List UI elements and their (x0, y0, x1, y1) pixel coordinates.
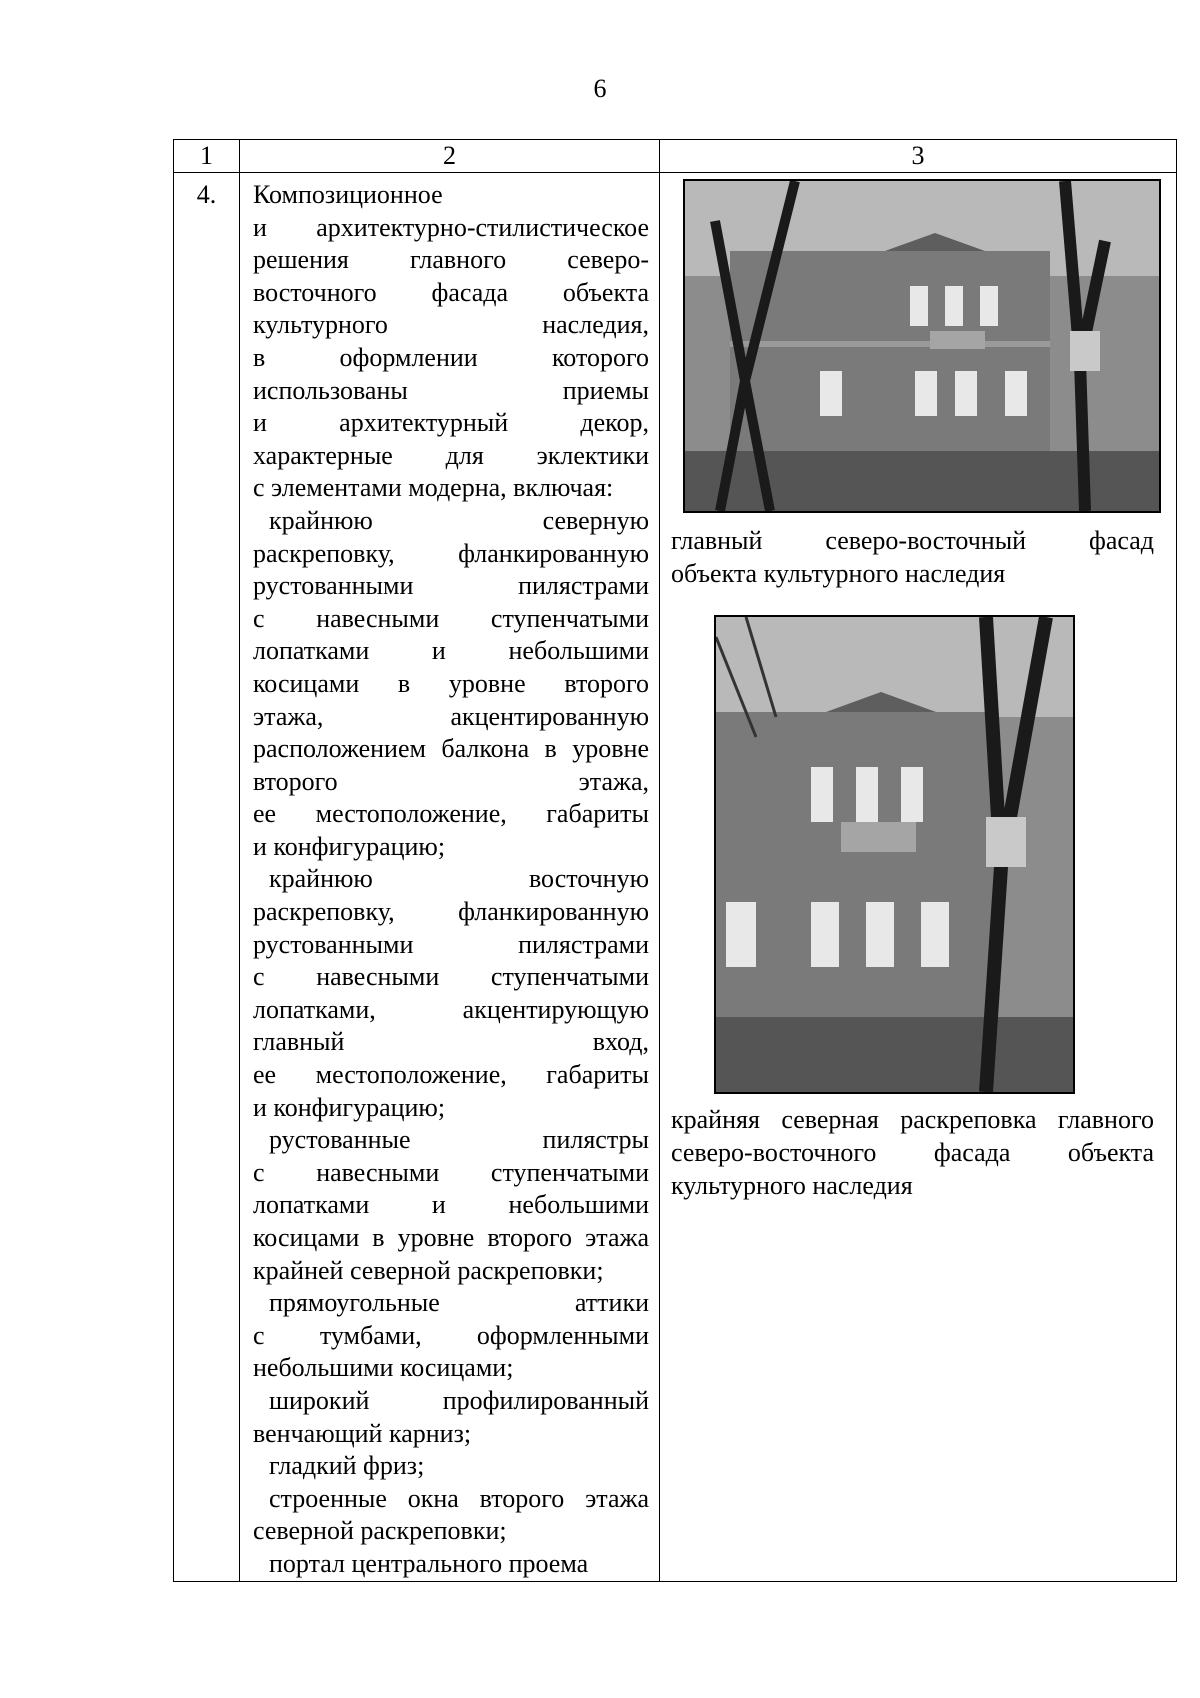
description-line: с элементами модерна, включая: (253, 473, 614, 503)
description-line: лопатками, акцентирующую (253, 994, 649, 1024)
facade-photo-image (685, 181, 1159, 511)
description-line: характерные для эклектики (253, 440, 649, 470)
description-line: лопатками и небольшими (253, 636, 649, 666)
description-line: второго этажа, (253, 766, 649, 796)
description-line: ее местоположение, габариты (253, 1060, 649, 1090)
description-line: и архитектурный декор, (253, 408, 649, 438)
description-line: расположением балкона в уровне (253, 734, 649, 764)
header-col-1: 1 (174, 140, 240, 173)
description-line: лопатками и небольшими (253, 1190, 649, 1220)
description-line: крайнюю восточную (269, 864, 649, 894)
description-line: решения главного северо- (253, 245, 649, 275)
description-line: и конфигурацию; (253, 1092, 446, 1122)
description-line: главный вход, (253, 1027, 649, 1057)
page-number: 6 (593, 74, 607, 103)
description-line: строенные окна второго этажа (269, 1483, 649, 1513)
description-line: с навесными ступенчатыми (253, 962, 649, 992)
north-projection-photo-caption (671, 1103, 1154, 1202)
description-line: гладкий фриз; (269, 1451, 425, 1481)
description-line: широкий профилированный (269, 1385, 649, 1415)
caption-line: культурного наследия (671, 1171, 913, 1200)
caption-line: крайняя северная раскреповка главного (671, 1105, 1154, 1134)
facade-photo-caption (671, 524, 1154, 590)
description-line: крайнюю северную (269, 505, 649, 535)
description-line: с тумбами, оформленными (253, 1320, 649, 1350)
description-line: в оформлении которого (253, 342, 649, 372)
description-line: и архитектурно-стилистическое (253, 212, 649, 242)
description-line: небольшими косицами; (253, 1353, 514, 1383)
description-text (253, 179, 649, 1581)
row-number: 4. (174, 173, 240, 1582)
description-cell (240, 173, 660, 1582)
description-line: косицами в уровне второго (253, 668, 649, 698)
description-line: культурного наследия, (253, 310, 649, 340)
description-line: крайней северной раскреповки; (253, 1255, 604, 1285)
caption-line: объекта культурного наследия (671, 559, 1006, 588)
description-line: Композиционное (253, 180, 443, 209)
description-line: косицами в уровне второго этажа (253, 1223, 649, 1252)
facade-photo (683, 179, 1161, 513)
caption-line: главный северо-восточный фасад (671, 526, 1154, 555)
description-line: этажа, акцентированную (253, 701, 649, 731)
header-col-2: 2 (240, 140, 660, 173)
north-projection-photo (714, 615, 1075, 1094)
description-line: использованы приемы (253, 375, 649, 405)
description-line: раскреповку, фланкированную (253, 897, 649, 927)
table-row (174, 173, 1177, 1582)
heritage-table (173, 139, 1177, 1582)
description-line: северной раскреповки; (253, 1516, 507, 1546)
description-line: с навесными ступенчатыми (253, 603, 649, 633)
description-line: рустованные пилястры (269, 1125, 649, 1155)
description-line: и конфигурацию; (253, 831, 446, 861)
description-line: восточного фасада объекта (253, 277, 649, 307)
description-line: портал центрального проема (269, 1548, 589, 1578)
photos-cell (660, 173, 1177, 1582)
description-line: рустованными пилястрами (253, 929, 649, 959)
description-line: рустованными пилястрами (253, 571, 649, 601)
table-header-row (174, 140, 1177, 173)
header-col-3: 3 (660, 140, 1177, 173)
description-line: прямоугольные аттики (269, 1288, 649, 1318)
caption-line: северо-восточного фасада объекта (671, 1138, 1154, 1167)
description-line: с навесными ступенчатыми (253, 1157, 649, 1187)
north-projection-photo-image (716, 617, 1073, 1092)
description-line: венчающий карниз; (253, 1418, 472, 1448)
description-line: раскреповку, фланкированную (253, 538, 649, 568)
description-line: ее местоположение, габариты (253, 799, 649, 829)
